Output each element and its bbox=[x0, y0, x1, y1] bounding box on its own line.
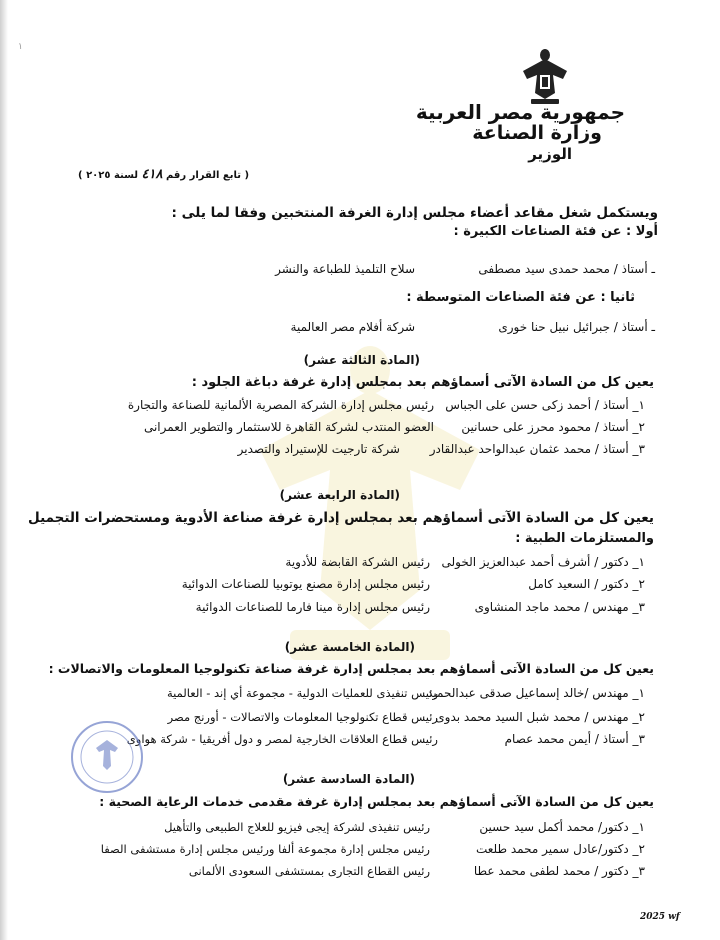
article14-row1-org: رئيس الشركة القابضة للأدوية bbox=[285, 555, 430, 569]
article16-row1-org: رئيس تنفيذى لشركة إيجى فيزيو للعلاج الطبيعى والتأهيل bbox=[164, 820, 430, 834]
article14-lead1: يعين كل من السادة الآتى أسماؤهم بعد بمجلس إدارة غرفة صناعة الأدوية ومستحضرات التجميل bbox=[28, 510, 654, 526]
eagle-emblem-icon bbox=[515, 45, 575, 105]
section1-heading: أولا : عن فئة الصناعات الكبيرة : bbox=[453, 224, 658, 239]
article14-row2-name: ٢_ دكتور / السعيد كامل bbox=[528, 577, 645, 591]
article13-row2-org: العضو المنتدب لشركة القاهرة للاستثمار والتطوير العمرانى bbox=[143, 420, 434, 434]
article14-row1-name: ١_ دكتور / أشرف أحمد عبدالعزيز الخولى bbox=[441, 555, 645, 569]
article14-title: (المادة الرابعة عشر) bbox=[279, 488, 400, 502]
intro-text: ويستكمل شغل مقاعد أعضاء مجلس إدارة الغرفة المنتخبين وفقا لما يلى : bbox=[171, 205, 658, 221]
article14-row3-name: ٣_ مهندس / محمد ماجد المنشاوى bbox=[474, 600, 645, 614]
article13-row3-name: ٣_ أستاذ / محمد عثمان عبدالواحد عبدالقادر bbox=[429, 442, 645, 456]
reference-suffix: لسنة ٢٠٢٥ ) bbox=[78, 170, 139, 181]
article16-title: (المادة السادسة عشر) bbox=[282, 772, 415, 786]
article16-row2-org: رئيس مجلس إدارة مجموعة ألفا ورئيس مجلس إدارة مستشفى الصفا bbox=[100, 842, 430, 856]
article15-row1-name: ١_ مهندس /خالد إسماعيل صدقى عبدالحميد bbox=[427, 686, 645, 700]
scan-edge bbox=[0, 0, 8, 940]
section2-heading: ثانيا : عن فئة الصناعات المتوسطة : bbox=[406, 290, 635, 305]
article14-row2-org: رئيس مجلس إدارة مصنع يوتوبيا للصناعات الدوائية bbox=[181, 577, 430, 591]
article16-row2-name: ٢_ دكتور/عادل سمير محمد طلعت bbox=[475, 842, 645, 856]
article15-lead: يعين كل من السادة الآتى أسماؤهم بعد بمجلس إدارة غرفة صناعة تكنولوجيا المعلومات والاتصالات : bbox=[48, 661, 654, 676]
article16-row3-name: ٣_ دكتور / محمد لطفى محمد عطا bbox=[473, 864, 645, 878]
reference-prefix: ( تابع القرار رقم bbox=[165, 170, 250, 181]
article15-row2-org: رئيس قطاع تكنولوجيا المعلومات والاتصالات - أورنج مصر bbox=[167, 710, 438, 724]
minister-title: الوزير bbox=[528, 145, 572, 163]
article16-lead: يعين كل من السادة الآتى أسماؤهم بعد بمجلس إدارة غرفة مقدمى خدمات الرعاية الصحية : bbox=[99, 794, 654, 809]
article15-row3-name: ٣_ أستاذ / أيمن محمد عصام bbox=[504, 732, 645, 746]
article15-row1-org: رئيس تنفيذى للعمليات الدولية - مجموعة أي إند - العالمية bbox=[167, 686, 438, 700]
section2-row-name: ـ أستاذ / جبرائيل نبيل حنا خورى bbox=[498, 320, 655, 334]
ministry-name: وزارة الصناعة bbox=[472, 122, 602, 144]
article13-title: (المادة الثالثة عشر) bbox=[303, 353, 420, 367]
section1-row-org: سلاح التلميذ للطباعة والنشر bbox=[275, 262, 415, 276]
article14-lead2: والمستلزمات الطبية : bbox=[515, 531, 654, 546]
section1-row-name: ـ أستاذ / محمد حمدى سيد مصطفى bbox=[478, 262, 655, 276]
decree-reference bbox=[78, 167, 249, 182]
article13-row1-name: ١_ أستاذ / أحمد زكى حسن على الجباس bbox=[445, 398, 645, 412]
article13-row2-name: ٢_ أستاذ / محمود محرز على حسانين bbox=[461, 420, 645, 434]
article15-row2-name: ٢_ مهندس / محمد شبل السيد محمد بدوى bbox=[435, 710, 645, 724]
article13-row3-org: شركة تارجيت للإستيراد والتصدير bbox=[237, 442, 400, 456]
official-stamp-icon bbox=[68, 718, 146, 796]
footer-mark: 2025 wf bbox=[640, 912, 680, 922]
decree-number: ٤١٨ bbox=[141, 167, 163, 182]
state-name: جمهورية مصر العربية bbox=[415, 100, 625, 124]
corner-mark: ١ bbox=[18, 42, 23, 52]
section2-row-org: شركة أفلام مصر العالمية bbox=[290, 320, 415, 334]
article15-row3-org: رئيس قطاع العلاقات الخارجية لمصر و دول أفريقيا - شركة هواوى bbox=[126, 732, 438, 746]
article16-row3-org: رئيس القطاع التجارى بمستشفى السعودى الألمانى bbox=[188, 864, 430, 878]
article15-title: (المادة الخامسة عشر) bbox=[284, 640, 415, 654]
article13-row1-org: رئيس مجلس إدارة الشركة المصرية الألمانية للصناعة والتجارة bbox=[127, 398, 434, 412]
article14-row3-org: رئيس مجلس إدارة مينا فارما للصناعات الدوائية bbox=[195, 600, 430, 614]
article13-lead: يعين كل من السادة الآتى أسماؤهم بعد بمجلس إدارة غرفة دباغة الجلود : bbox=[191, 375, 654, 390]
article16-row1-name: ١_ دكتور/ محمد أكمل سيد حسين bbox=[479, 820, 645, 834]
